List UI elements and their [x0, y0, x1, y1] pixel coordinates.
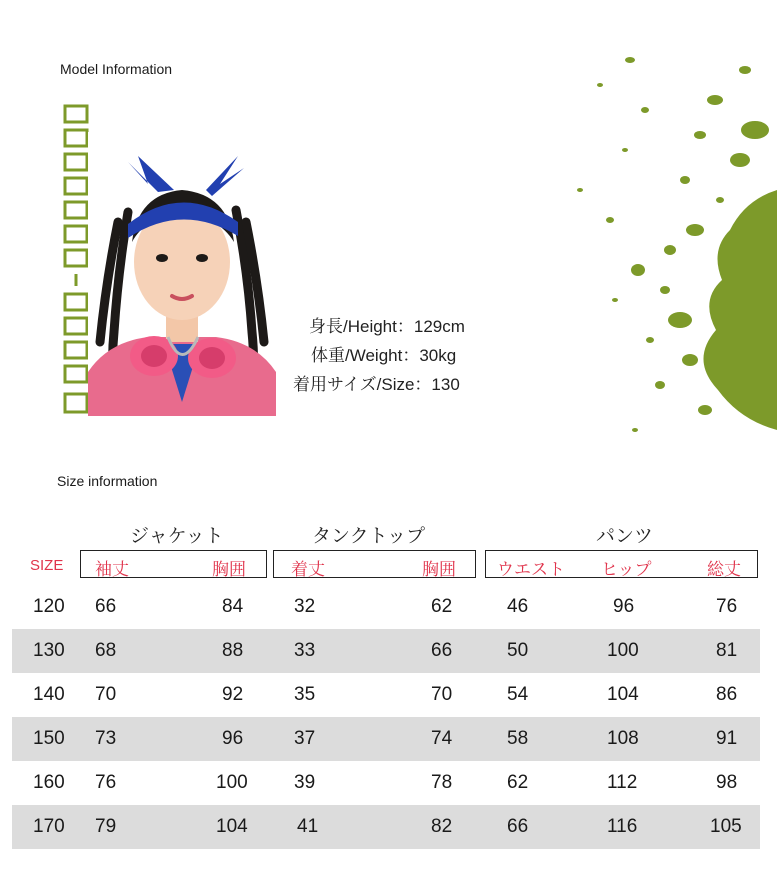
table-row	[12, 761, 760, 805]
pants-length-cell: 81	[716, 640, 738, 661]
size-cell: 170	[33, 816, 65, 837]
size-cell: 140	[33, 684, 65, 705]
pants-hip-cell: 116	[607, 816, 638, 837]
size-cell: 150	[33, 728, 65, 749]
col-head-jacket-chest: 胸囲	[212, 560, 246, 579]
size-cell: 130	[33, 640, 65, 661]
jacket-chest-cell: 100	[216, 772, 248, 793]
size-cell: 160	[33, 772, 65, 793]
box-glyph-column-icon	[62, 104, 90, 416]
col-head-tanktop-chest: 胸囲	[422, 560, 456, 579]
group-title-jacket: ジャケット	[130, 526, 224, 547]
col-head-pants-waist: ウエスト	[497, 560, 565, 579]
pants-hip-cell: 96	[613, 596, 635, 617]
col-head-pants-hip: ヒップ	[601, 560, 652, 579]
pants-waist-cell: 58	[507, 728, 529, 749]
col-head-pants-length: 総丈	[707, 560, 741, 579]
tanktop-chest-cell: 70	[431, 684, 453, 705]
pants-length-cell: 105	[710, 816, 742, 837]
model-height: 身長/Height：129cm	[309, 317, 465, 336]
tanktop-chest-cell: 74	[431, 728, 453, 749]
tanktop-chest-cell: 66	[431, 640, 453, 661]
jacket-sleeve-cell: 73	[95, 728, 117, 749]
size-info-title: Size information	[57, 473, 158, 489]
pants-hip-cell: 112	[607, 772, 638, 793]
pants-length-cell: 86	[716, 684, 738, 705]
pants-waist-cell: 54	[507, 684, 529, 705]
model-photo	[88, 132, 276, 416]
table-row	[12, 805, 760, 849]
table-row	[12, 673, 760, 717]
jacket-chest-cell: 88	[222, 640, 244, 661]
tanktop-chest-cell: 78	[431, 772, 453, 793]
table-row	[12, 717, 760, 761]
tanktop-length-cell: 35	[294, 684, 316, 705]
table-row	[12, 585, 760, 629]
jacket-sleeve-cell: 79	[95, 816, 117, 837]
jacket-chest-cell: 92	[222, 684, 244, 705]
tanktop-length-cell: 41	[297, 816, 319, 837]
tanktop-chest-cell: 62	[431, 596, 453, 617]
col-head-jacket-sleeve: 袖丈	[95, 560, 129, 579]
jacket-sleeve-cell: 68	[95, 640, 117, 661]
tanktop-length-cell: 37	[294, 728, 316, 749]
col-head-tanktop-length: 着丈	[291, 560, 325, 579]
jacket-chest-cell: 104	[216, 816, 248, 837]
size-column-label: SIZE	[30, 557, 64, 574]
jacket-chest-cell: 84	[222, 596, 244, 617]
group-title-pants: パンツ	[596, 526, 654, 547]
paint-splatter-icon	[540, 40, 777, 450]
model-weight: 体重/Weight：30kg	[311, 346, 457, 365]
pants-hip-cell: 108	[607, 728, 639, 749]
pants-hip-cell: 104	[607, 684, 639, 705]
group-title-tanktop: タンクトップ	[312, 526, 426, 547]
jacket-sleeve-cell: 66	[95, 596, 117, 617]
pants-waist-cell: 62	[507, 772, 529, 793]
jacket-chest-cell: 96	[222, 728, 244, 749]
jacket-sleeve-cell: 76	[95, 772, 117, 793]
tanktop-length-cell: 39	[294, 772, 316, 793]
table-row	[12, 629, 760, 673]
pants-waist-cell: 66	[507, 816, 529, 837]
tanktop-chest-cell: 82	[431, 816, 453, 837]
pants-length-cell: 98	[716, 772, 738, 793]
model-size: 着用サイズ/Size：130	[293, 375, 460, 394]
pants-hip-cell: 100	[607, 640, 639, 661]
model-info-title: Model Information	[60, 61, 173, 77]
jacket-sleeve-cell: 70	[95, 684, 117, 705]
tanktop-length-cell: 32	[294, 596, 316, 617]
pants-length-cell: 91	[716, 728, 738, 749]
size-cell: 120	[33, 596, 65, 617]
pants-waist-cell: 50	[507, 640, 529, 661]
tanktop-length-cell: 33	[294, 640, 316, 661]
pants-waist-cell: 46	[507, 596, 529, 617]
pants-length-cell: 76	[716, 596, 738, 617]
